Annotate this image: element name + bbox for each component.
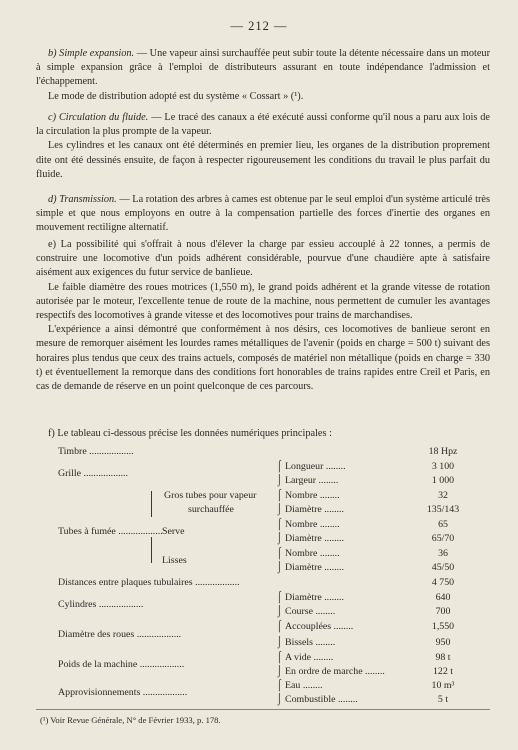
row-value: 122 t bbox=[432, 666, 454, 677]
table-row: ⌠ Eau ........ 10 m³ bbox=[38, 679, 492, 692]
section-d-text: — La rotation des arbres à cames est obtenue par le seul emploi d'un système articulé très simple et que nous employons en outre à la compensation partielle des forces d'inertie des organes en mouvement rectiligne alternatif. bbox=[36, 194, 490, 234]
brace-line bbox=[151, 491, 152, 517]
footnote: (¹) Voir Revue Générale, N° de Février 1933, p. 178. bbox=[40, 715, 221, 725]
section-e-text3: L'expérience a ainsi démontré que conformément à nos désirs, ces locomotives de banlieue seront en mesure de remorquer aisément les lourdes rames métalliques de l'avenir (poids en charge = 500 t) suivant des horaires plus tendus que ceux des trains actuels, composés de matériel non métallique (poids en charge = 330 t) et éventuellement la remorque dans des conditions fort honorables de trains rapides entre Creil et Paris, en cas de demande de réserve en un point quelconque de ces parcours. bbox=[36, 324, 490, 393]
row-key: A vide ........ bbox=[285, 652, 334, 663]
row-value: 1,550 bbox=[431, 621, 455, 632]
row-value: 10 m³ bbox=[431, 680, 455, 691]
section-e-text: e) La possibilité qui s'offrait à nous d'élever la charge par essieu accouplé à 22 tonnes, a permis de construire une locomotive d'un poids adhérent considérable, pourvue d'une chaudière apte à satisfaire aisément aux exigences du futur service de banlieue. bbox=[36, 239, 490, 279]
table-row: ⌠ A vide ........ 98 t bbox=[38, 651, 492, 664]
table-row: ⌡ Combustible ........ 5 t bbox=[38, 693, 492, 706]
row-value: 640 bbox=[435, 592, 451, 603]
row-value: 950 bbox=[435, 637, 451, 648]
table-row: ⌠ Accouplées ........ 1,550 bbox=[38, 620, 492, 633]
row-value: 4 750 bbox=[431, 577, 455, 588]
row-value: 98 t bbox=[435, 652, 451, 663]
row-key: Bissels ........ bbox=[285, 637, 336, 648]
section-c-text2: Les cylindres et les canaux ont été déterminés en premier lieu, les organes de la distribution proprement dite ont été dessinés ensuite, de façon à respecter rigoureusement les conditions du travail le plus parfait du fluide. bbox=[36, 140, 490, 180]
section-d bbox=[36, 193, 490, 236]
row-label: Grille .................. bbox=[58, 468, 128, 479]
row-value: 32 bbox=[438, 490, 448, 501]
row-sublabel: Serve bbox=[162, 526, 185, 537]
table-row: ⌡ En ordre de marche ........ 122 t bbox=[38, 665, 492, 678]
row-key: Nombre ........ bbox=[285, 490, 340, 501]
row-key: Largeur ........ bbox=[285, 475, 339, 486]
row-label: Tubes à fumée .................. bbox=[58, 526, 163, 537]
row-key: Diamètre ........ bbox=[285, 562, 344, 573]
row-value: 1 000 bbox=[431, 475, 455, 486]
table-row: ⌡ Largeur ........ 1 000 bbox=[38, 474, 492, 487]
section-f bbox=[36, 427, 490, 441]
table-row: ⌠ Nombre ........ 36 bbox=[38, 547, 492, 560]
row-key: Accouplées ........ bbox=[285, 621, 354, 632]
section-b bbox=[36, 47, 490, 104]
row-sublabel: surchauffée bbox=[188, 504, 234, 515]
section-e bbox=[36, 238, 490, 394]
row-key: Combustible ........ bbox=[285, 694, 358, 705]
row-key: Longueur ........ bbox=[285, 461, 346, 472]
section-b-text2: Le mode de distribution adopté est du système « Cossart » (¹). bbox=[48, 90, 304, 102]
row-value: 5 t bbox=[437, 694, 449, 705]
section-c-text: — Le tracé des canaux a été exécuté aussi conforme qu'il nous a paru aux lois de la circulation la plus prompte de la vapeur. bbox=[36, 112, 490, 138]
table-row: ⌠ Nombre ........ 65 bbox=[38, 518, 492, 531]
row-value: 36 bbox=[438, 548, 448, 559]
section-b-heading: b) Simple expansion. bbox=[48, 48, 135, 59]
table-row bbox=[38, 576, 492, 589]
section-c-heading: c) Circulation du fluide. bbox=[48, 112, 149, 123]
row-sublabel: Gros tubes pour vapeur bbox=[164, 490, 257, 501]
row-value: 65 bbox=[438, 519, 448, 530]
section-f-text: f) Le tableau ci-dessous précise les données numériques principales : bbox=[48, 428, 332, 439]
row-key: Course ........ bbox=[285, 606, 336, 617]
section-e-text2: Le faible diamètre des roues motrices (1,550 m), le grand poids adhérent et la grande vitesse de rotation autorisée par le moteur, l'excellente tenue de route de la machine, nous permettent de cumuler les avantages respectifs des locomotives à grande vitesse et des locomotives pour trains de marchandises. bbox=[36, 281, 490, 322]
table-row: Gros tubes pour vapeur ⌠ Nombre ........ 32 bbox=[38, 489, 492, 502]
table-row: ⌠ Longueur ........ 3 100 bbox=[38, 460, 492, 473]
table-row: ⌡ Diamètre ........ 45/50 bbox=[38, 561, 492, 574]
row-label: Diamètre des roues .................. bbox=[58, 629, 182, 640]
table-row: ⌡ Bissels ........ 950 bbox=[38, 636, 492, 649]
row-sublabel: Lisses bbox=[162, 555, 187, 566]
row-key: Nombre ........ bbox=[285, 519, 340, 530]
row-label: Approvisionnements .................. bbox=[58, 687, 188, 698]
row-value: 3 100 bbox=[431, 461, 455, 472]
row-value: 700 bbox=[435, 606, 451, 617]
row-label: Distances entre plaques tubulaires .................. bbox=[58, 577, 240, 588]
row-key: Nombre ........ bbox=[285, 548, 340, 559]
row-key: En ordre de marche ........ bbox=[285, 666, 385, 677]
row-key: Diamètre ........ bbox=[285, 592, 344, 603]
row-label: Poids de la machine .................. bbox=[58, 659, 185, 670]
row-value: 18 Hpz bbox=[428, 446, 458, 457]
row-key: Diamètre ........ bbox=[285, 504, 344, 515]
row-label: Cylindres .................. bbox=[58, 599, 144, 610]
section-c bbox=[36, 111, 490, 182]
table-row: surchauffée ⌡ Diamètre ........ 135/143 bbox=[38, 503, 492, 516]
table-row: ⌡ Course ........ 700 bbox=[38, 605, 492, 618]
row-label: Timbre .................. bbox=[58, 446, 134, 457]
row-value: 65/70 bbox=[431, 533, 455, 544]
row-value: 45/50 bbox=[431, 562, 455, 573]
table-row: ⌡ Diamètre ........ 65/70 bbox=[38, 532, 492, 545]
row-key: Diamètre ........ bbox=[285, 533, 344, 544]
row-key: Eau ........ bbox=[285, 680, 323, 691]
page-number: — 212 — bbox=[230, 19, 288, 33]
section-b-text: — Une vapeur ainsi surchauffée peut subir toute la détente nécessaire dans un moteur à simple expansion grâce à l'emploi de distributeurs assurant en toute indépendance l'admission et l'échappement. bbox=[36, 48, 491, 88]
section-d-heading: d) Transmission. bbox=[48, 194, 117, 205]
table-row bbox=[38, 445, 492, 458]
row-value: 135/143 bbox=[426, 504, 460, 515]
brace-line bbox=[151, 537, 152, 563]
footnote-divider bbox=[36, 709, 490, 710]
table-row: ⌠ Diamètre ........ 640 bbox=[38, 591, 492, 604]
